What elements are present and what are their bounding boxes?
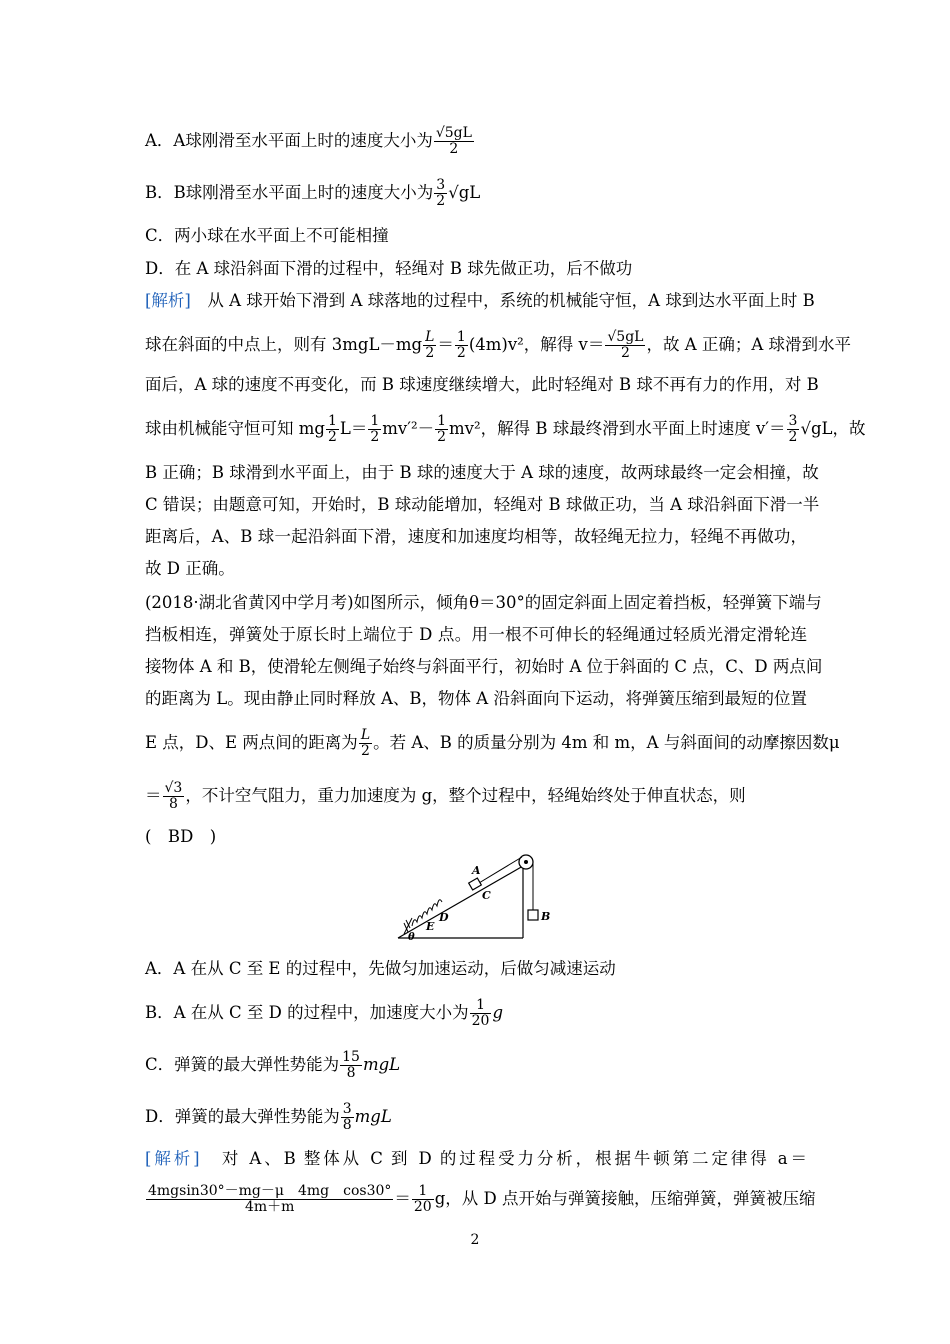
- fraction: $\frac{3}{2}$: [436, 177, 446, 209]
- analysis2-line2: $\frac{\text{4mgsin30°－mg－μ 4mg cos30°}}{4m+m}$ ＝ $\frac{1}{20}$ g，从 D 点开始与弹簧接触，压缩弹簧，弹簧被压缩: [148, 1183, 816, 1215]
- page-number: 2: [470, 1232, 480, 1248]
- q2-answer: ( BD ): [145, 827, 217, 846]
- big-fraction: $\frac{\text{4mgsin30°－mg－μ 4mg cos30°}}{4m+m}$: [148, 1183, 392, 1215]
- incline-triangle: [398, 866, 523, 938]
- analysis-tag: [解析]: [145, 291, 191, 310]
- q2-line3: 接物体 A 和 B，使滑轮左侧绳子始终与斜面平行，初始时 A 位于斜面的 C 点，C、D 两点间: [145, 657, 823, 676]
- analysis1-line7: 距离后，A、B 球一起沿斜面下滑，速度和加速度均相等，故轻绳无拉力，轻绳不再做功，: [145, 527, 807, 546]
- block-b: [528, 910, 538, 920]
- analysis1-line4: 球由机械能守恒可知 mg $\frac{1}{2}$ L＝ $\frac{1}{2}$ mv′²－ $\frac{1}{2}$ mv²，解得 B 球最终滑到水平面上时速度 v′＝ $\frac{3}{2}$ √gL，故: [145, 413, 866, 445]
- block-a: [469, 878, 482, 890]
- q2-option-c: C．弹簧的最大弹性势能为 $\frac{15}{8}$ mgL: [145, 1049, 401, 1081]
- analysis1-line5: B 正确；B 球滑到水平面上，由于 B 球的速度大于 A 球的速度，故两球最终一定会相撞，故: [145, 463, 819, 482]
- q1-option-c: C．两小球在水平面上不可能相撞: [145, 226, 389, 245]
- q2-line1: (2018·湖北省黄冈中学月考)如图所示，倾角θ＝30°的固定斜面上固定着挡板，轻弹簧下端与: [145, 593, 822, 612]
- q2-line4: 的距离为 L。现由静止同时释放 A、B，物体 A 沿斜面向下运动，将弹簧压缩到最短的位置: [145, 689, 807, 708]
- rope-incline: [474, 857, 522, 886]
- q1-option-b: B．B球刚滑至水平面上时的速度大小为 $\frac{3}{2}$ √gL: [145, 177, 481, 209]
- analysis-tag: [解析]: [145, 1149, 200, 1168]
- q2-option-b: B．A 在从 C 至 D 的过程中，加速度大小为 $\frac{1}{20}$ g: [145, 997, 504, 1029]
- label-b: B: [541, 910, 551, 923]
- analysis1-line2: 球在斜面的中点上，则有 3mgL－mg $\frac{L}{2}$ ＝ $\frac{1}{2}$ (4m)v²，解得 v＝ $\frac{√5gL}{2}$ ，故 A 正确；A 球滑到水平: [145, 329, 852, 361]
- label-theta: θ: [408, 932, 415, 943]
- q1-option-a: A．A球刚滑至水平面上时的速度大小为 $\frac{√5gL}{2}$: [145, 125, 472, 157]
- q2-line5: E 点，D、E 两点间的距离为 $\frac{L}{2}$ 。若 A、B 的质量分别为 4m 和 m，A 与斜面间的动摩擦因数μ: [145, 727, 840, 759]
- q1-option-d: D．在 A 球沿斜面下滑的过程中，轻绳对 B 球先做正功，后不做功: [145, 259, 633, 278]
- analysis1-line1: [解析] 从 A 球开始下滑到 A 球落地的过程中，系统的机械能守恒，A 球到达水平面上时 B: [145, 291, 815, 310]
- label-d: D: [439, 911, 449, 924]
- analysis1-line6: C 错误；由题意可知，开始时，B 球动能增加，轻绳对 B 球做正功，当 A 球沿斜面下滑一半: [145, 495, 820, 514]
- analysis1-line8: 故 D 正确。: [145, 559, 235, 578]
- label-a: A: [472, 864, 481, 877]
- analysis1-line3: 面后，A 球的速度不再变化，而 B 球速度继续增大，此时轻绳对 B 球不再有力的作用，对 B: [145, 375, 819, 394]
- q2-line6: ＝ $\frac{√3}{8}$ ，不计空气阻力，重力加速度为 g，整个过程中，轻绳始终处于伸直状态，则: [145, 780, 746, 812]
- fraction: $\frac{√5gL}{2}$: [435, 125, 472, 157]
- label-c: C: [482, 889, 491, 902]
- label-e: E: [426, 920, 435, 933]
- q2-option-a: A．A 在从 C 至 E 的过程中，先做匀加速运动，后做匀减速运动: [145, 959, 616, 978]
- analysis2-line1: [解析] 对 A、B 整体从 C 到 D 的过程受力分析，根据牛顿第二定律得 a＝: [145, 1149, 808, 1168]
- q2-line2: 挡板相连，弹簧处于原长时上端位于 D 点。用一根不可伸长的轻绳通过轻质光滑定滑轮连: [145, 625, 807, 644]
- q2-option-d: D．弹簧的最大弹性势能为 $\frac{3}{8}$ mgL: [145, 1101, 392, 1133]
- incline-pulley-figure: [390, 852, 560, 944]
